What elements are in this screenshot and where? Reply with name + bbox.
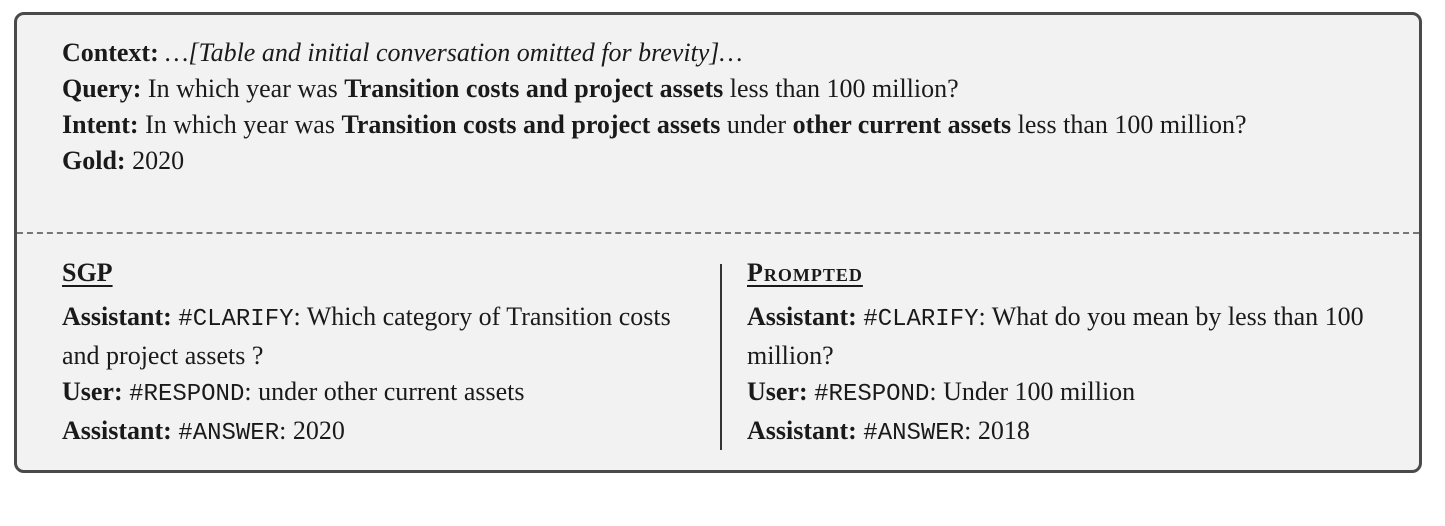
intent-text-mid: under	[726, 110, 787, 139]
context-label: Context:	[62, 38, 159, 67]
turn-text: : What do you mean by less than 100 million?	[747, 302, 1364, 370]
prompted-turn	[747, 374, 1397, 413]
turn-tag: #ANSWER	[863, 420, 965, 447]
turn-text: : 2020	[279, 416, 345, 445]
prompted-title: Prompted	[747, 258, 863, 287]
intent-text-pre: In which year was	[145, 110, 335, 139]
query-text-bold: Transition costs and project assets	[344, 74, 724, 103]
gold-line	[62, 143, 1392, 179]
context-line	[62, 35, 1392, 71]
turn-text: : Which category of Transition costs and project assets ?	[62, 302, 671, 370]
intent-label: Intent:	[62, 110, 139, 139]
context-text: …[Table and initial conversation omitted for brevity]…	[165, 38, 743, 67]
prompted-column	[747, 255, 1397, 452]
turn-text: : 2018	[964, 416, 1030, 445]
turn-speaker: Assistant:	[62, 416, 172, 445]
turn-speaker: User:	[747, 377, 808, 406]
column-separator	[720, 264, 722, 450]
dashed-divider	[17, 232, 1419, 234]
gold-label: Gold:	[62, 146, 126, 175]
example-box	[14, 12, 1422, 473]
turn-tag: #ANSWER	[178, 420, 280, 447]
prompted-turn	[747, 413, 1397, 452]
sgp-column	[62, 255, 707, 452]
turn-tag: #RESPOND	[814, 381, 930, 408]
query-text-post: less than 100 million?	[729, 74, 959, 103]
intent-text-post: less than 100 million?	[1017, 110, 1247, 139]
turn-tag: #CLARIFY	[863, 306, 979, 333]
intent-line	[62, 107, 1392, 143]
query-text-pre: In which year was	[147, 74, 338, 103]
turn-speaker: Assistant:	[747, 416, 857, 445]
turn-text: : under other current assets	[244, 377, 525, 406]
intent-text-bold-1: Transition costs and project assets	[341, 110, 721, 139]
sgp-turn	[62, 413, 707, 452]
gold-value: 2020	[132, 146, 185, 175]
sgp-title: SGP	[62, 258, 113, 287]
prompted-turn	[747, 299, 1397, 374]
turn-tag: #CLARIFY	[178, 306, 294, 333]
turn-speaker: User:	[62, 377, 123, 406]
turn-text: : Under 100 million	[929, 377, 1136, 406]
query-label: Query:	[62, 74, 142, 103]
sgp-turn	[62, 374, 707, 413]
query-line	[62, 71, 1392, 107]
turn-tag: #RESPOND	[129, 381, 245, 408]
context-section	[62, 35, 1392, 179]
intent-text-bold-2: other current assets	[792, 110, 1012, 139]
sgp-turn	[62, 299, 707, 374]
turn-speaker: Assistant:	[62, 302, 172, 331]
turn-speaker: Assistant:	[747, 302, 857, 331]
